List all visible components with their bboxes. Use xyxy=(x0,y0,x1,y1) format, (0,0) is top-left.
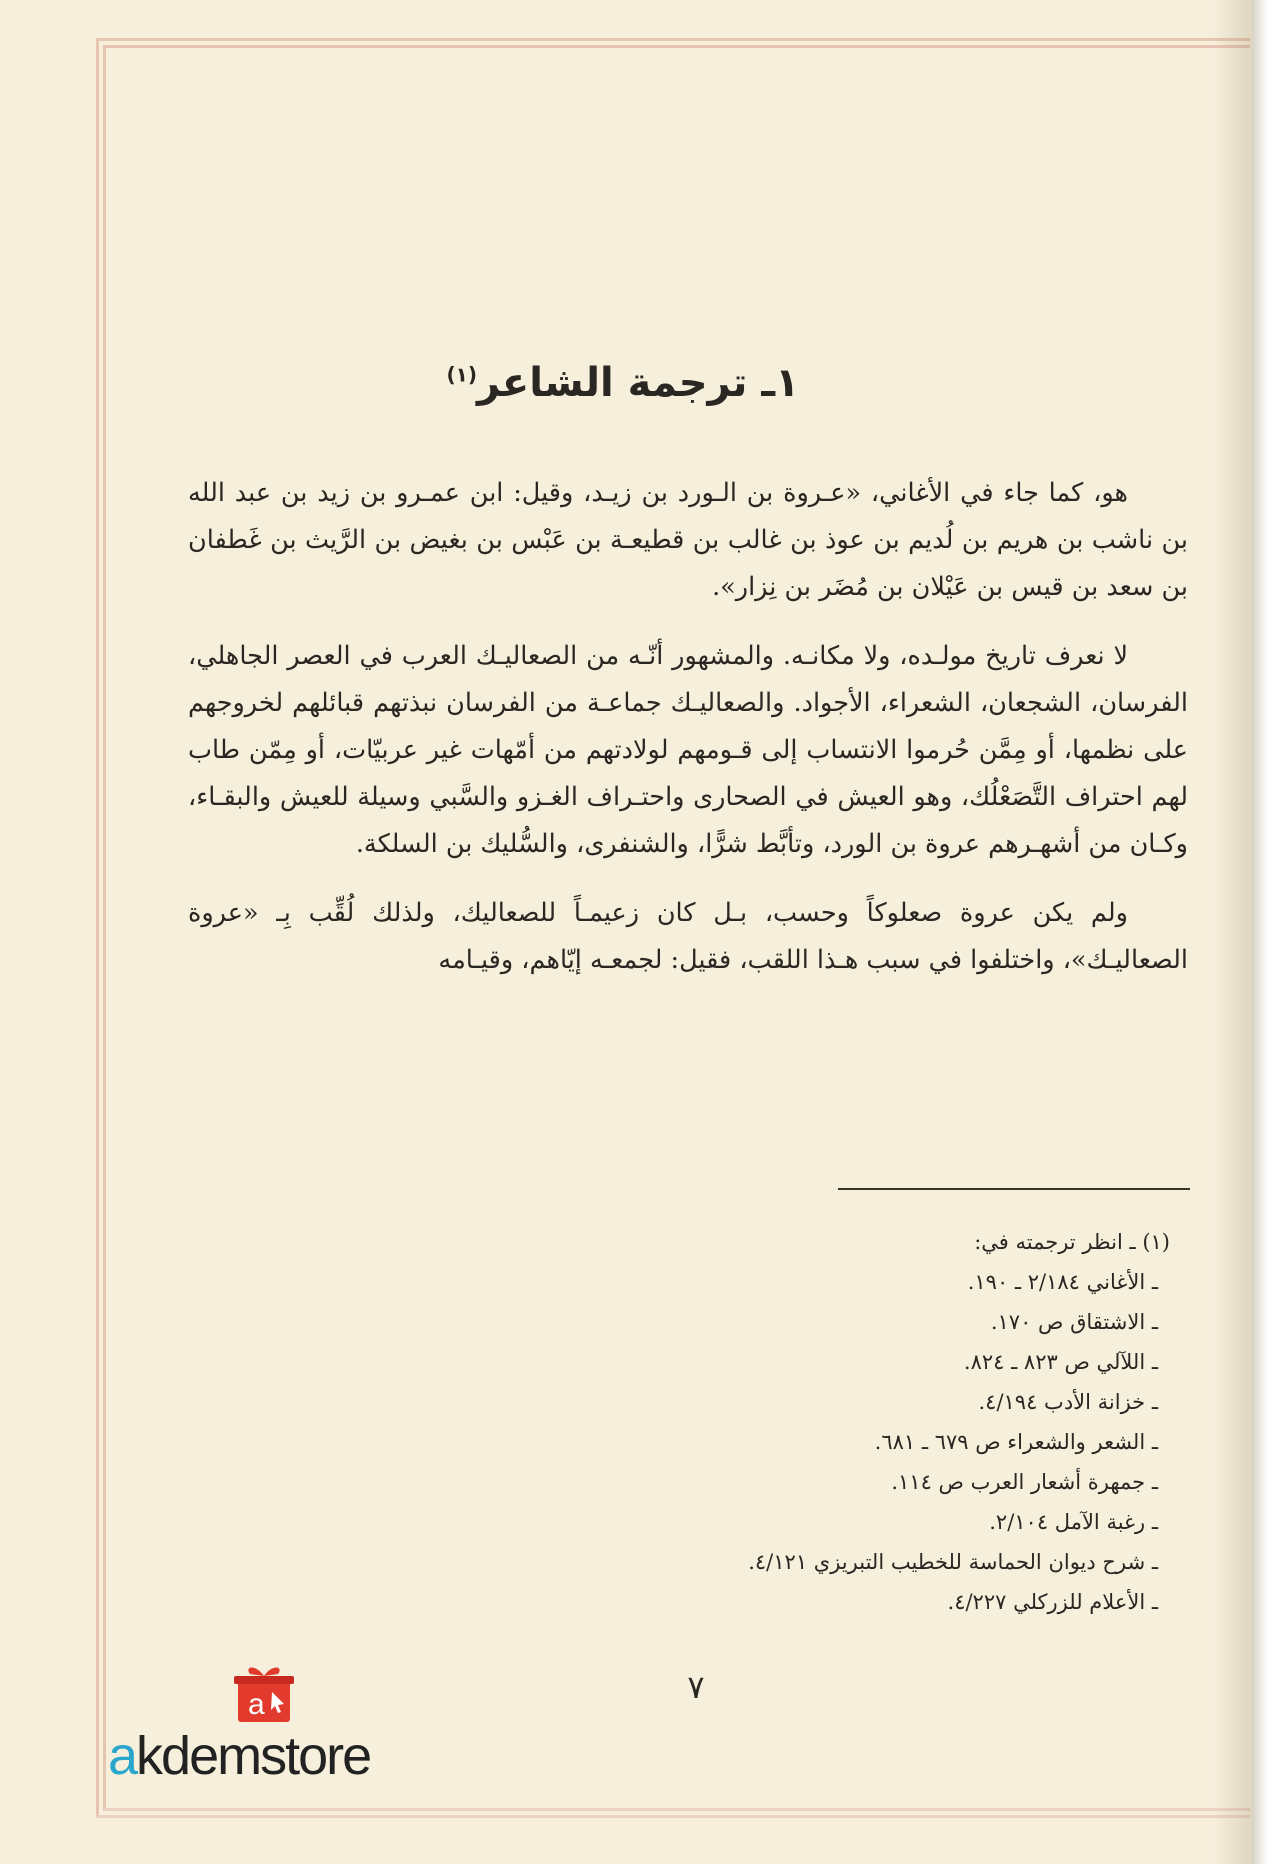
footnote-item: ـ جمهرة أشعار العرب ص ١١٤. xyxy=(891,1470,1158,1494)
footnote-item: ـ رغبة الآمل ٢/١٠٤. xyxy=(989,1510,1158,1534)
footnote-item: ـ اللآلي ص ٨٢٣ ـ ٨٢٤. xyxy=(963,1350,1158,1374)
spine-shadow xyxy=(1212,0,1252,1864)
footnote-item: ـ الأغاني ٢/١٨٤ ـ ١٩٠. xyxy=(967,1270,1158,1294)
akdemstore-watermark xyxy=(108,1652,428,1786)
watermark-text-rest: kdemstore xyxy=(136,1726,371,1786)
paragraph-1: هو، كما جاء في الأغاني، «عـروة بن الـورد بن زيـد، وقيل: ابن عمـرو بن زيد بن عبد الله بن ناشب بن هريم بن لُديم بن عوذ بن غالب بن قطيعـة بن عَبْس بن بغيض بن الرَّيث بن غَطفان بن سعد بن قيس بن عَيْلان بن مُضَر بن نِزار». xyxy=(188,478,1188,602)
footnote-reference: (١) xyxy=(446,362,478,387)
page-number: ٧ xyxy=(687,1668,705,1706)
footnote-list xyxy=(610,1262,1170,1622)
main-text xyxy=(188,360,1188,1006)
footnote-item: ـ الاشتقاق ص ١٧٠. xyxy=(990,1310,1158,1334)
footnote-heading: (١) ـ انظر ترجمته في: xyxy=(974,1230,1170,1254)
footnote-item: ـ الأعلام للزركلي ٤/٢٢٧. xyxy=(947,1590,1158,1614)
footnote-item: ـ الشعر والشعراء ص ٦٧٩ ـ ٦٨١. xyxy=(874,1430,1158,1454)
watermark-text xyxy=(108,1728,370,1784)
page-edge xyxy=(1252,0,1268,1864)
footnotes xyxy=(610,1222,1170,1622)
logo-letter: a xyxy=(248,1688,265,1721)
paragraph-2: لا نعرف تاريخ مولـده، ولا مكانـه. والمشهور أنّـه من الصعاليـك العرب في العصر الجاهلي، الفرسان، الشجعان، الشعراء، الأجواد. والصعاليـك جماعـة من الفرسان نبذتهم قبائلهم لخروجهم على نظمها، أو مِمَّن حُرموا الانتساب إلى قـومهم لولادتهم من أمّهات غير عربيّات، أو مِمّن طاب لهم احتراف التَّصَعْلُك، وهو العيش في الصحارى واحتـراف الغـزو والسَّبي وسيلة للعيش والبقـاء، وكـان من أشهـرهم عروة بن الورد، وتأبَّط شرًّا، والشنفرى، والسُّليك بن السلكة. xyxy=(188,641,1188,859)
footnote-separator xyxy=(838,1188,1190,1190)
paragraph-3: ولم يكن عروة صعلوكاً وحسب، بـل كان زعيمـاً للصعاليك، ولذلك لُقِّب بِـ «عروة الصعاليـك»، واختلفوا في سبب هـذا اللقب، فقيل: لجمعـه إيّاهم، وقيـامه xyxy=(188,898,1188,975)
gift-book-icon xyxy=(232,1662,296,1724)
watermark-text-first-letter: a xyxy=(108,1726,137,1786)
footnote-item: ـ خزانة الأدب ٤/١٩٤. xyxy=(978,1390,1158,1414)
footnote-item: ـ شرح ديوان الحماسة للخطيب التبريزي ٤/١٢١. xyxy=(748,1550,1158,1574)
chapter-title-text: ١ـ ترجمة الشاعر xyxy=(477,360,800,406)
chapter-title xyxy=(188,360,1188,406)
